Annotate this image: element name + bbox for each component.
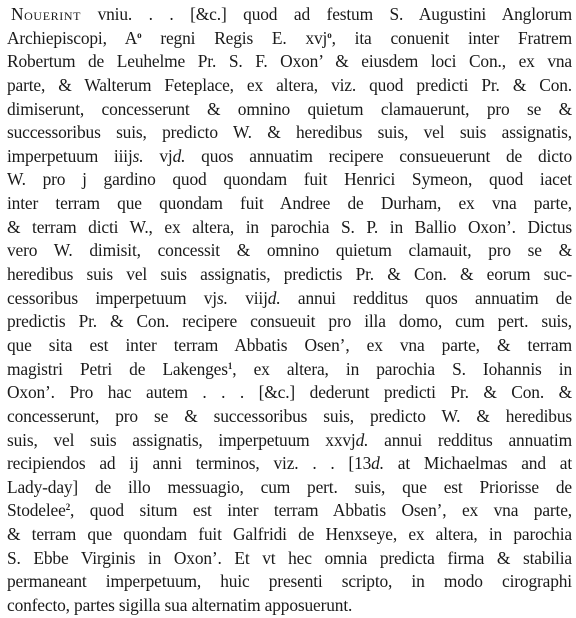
text-line [7, 429, 572, 453]
text-line [7, 287, 572, 311]
text-segment: dimiserunt, concesserunt & omnino quietum clamauerunt, pro se & [7, 98, 572, 119]
text-line [7, 98, 572, 122]
text-segment: confecto, partes sigilla sua alternatim apposuerunt. [7, 595, 353, 616]
italic-abbreviation: s. [217, 287, 228, 308]
text-segment: magistri Petri de Lakenges [7, 358, 228, 379]
text-segment: Archiepiscopi, A [7, 27, 138, 48]
text-line [7, 168, 572, 192]
text-segment: & terram dicti W., ex altera, in parochia S. P. in Ballio Oxon’. Dictus [7, 216, 572, 237]
text-segment: que sita est inter terram Abbatis Osen’, ex vna parte, & terram [7, 334, 572, 355]
italic-abbreviation: d. [355, 429, 369, 450]
italic-abbreviation: s. [132, 145, 144, 166]
text-segment: quos annuatim recipere consueuerunt de dicto [185, 145, 572, 166]
text-segment: Robertum de Leuhelme Pr. S. F. Oxon’ & eiusdem loci Con., ex vna [7, 51, 572, 72]
text-segment: annui redditus quos annuatim de [280, 287, 572, 308]
text-segment: parte, & Walterum Feteplace, ex altera, viz. quod predicti Pr. & Con. [7, 74, 572, 95]
superscript: o [137, 29, 142, 40]
text-line [7, 216, 572, 240]
superscript: o [327, 29, 332, 40]
charter-text [7, 3, 572, 618]
text-segment: heredibus suis vel suis assignatis, predictis Pr. & Con. & eorum suc- [7, 264, 572, 285]
text-line [7, 27, 572, 51]
italic-abbreviation: d. [172, 145, 186, 166]
text-line [7, 405, 572, 429]
text-segment: successoribus suis, predicto W. & heredibus suis, vel suis assignatis, [7, 122, 572, 143]
italic-abbreviation: d. [371, 453, 384, 474]
text-segment: regni Regis E. xvj [141, 27, 328, 48]
text-line [7, 547, 572, 571]
opening-word: Nouerint [11, 4, 82, 24]
text-segment: permaneant imperpetuum, huic presenti scripto, in modo cirographi [7, 571, 572, 592]
text-line [7, 334, 572, 358]
text-segment: viij [227, 287, 268, 308]
superscript: 2 [65, 502, 71, 513]
text-line [7, 74, 572, 98]
text-segment: Stodelee [7, 500, 66, 521]
text-segment: at Michaelmas and at [383, 453, 572, 474]
text-segment: Oxon’. Pro hac autem . . . [&c.] dederunt predicti Pr. & Con. & [7, 382, 572, 403]
text-segment: W. pro j gardino quod quondam fuit Henrici Symeon, quod iacet [7, 169, 572, 190]
text-line [7, 310, 572, 334]
text-segment: vj [143, 145, 173, 166]
text-segment: vniu. . . [&c.] quod ad festum S. Augustini Anglorum [81, 4, 572, 24]
text-segment: , ex altera, in parochia S. Iohannis in [232, 358, 572, 379]
text-segment: suis, vel suis assignatis, imperpetuum xxvj [7, 429, 356, 450]
text-segment: , ita conuenit inter Fratrem [331, 27, 572, 48]
text-segment: annui redditus annuatim [368, 429, 572, 450]
superscript: 1 [227, 360, 233, 371]
text-segment: concesserunt, pro se & successoribus suis, predicto W. & heredibus [7, 405, 572, 426]
text-line [7, 499, 572, 523]
text-line [7, 239, 572, 263]
text-segment: vero W. dimisit, concessit & omnino quietum clamauit, pro se & [7, 240, 572, 261]
text-line [7, 452, 572, 476]
text-line [7, 358, 572, 382]
text-line [7, 523, 572, 547]
text-segment: imperpetuum iiij [7, 145, 133, 166]
text-segment: Lady-day] de illo messuagio, cum pert. suis, que est Priorisse de [7, 476, 572, 497]
text-segment: predictis Pr. & Con. recipere consueuit pro illa domo, cum pert. suis, [7, 311, 572, 332]
text-line [7, 570, 572, 594]
text-line [7, 50, 572, 74]
text-line [7, 263, 572, 287]
text-line [7, 145, 572, 169]
italic-abbreviation: d. [267, 287, 281, 308]
text-line [7, 192, 572, 216]
text-segment: & terram que quondam fuit Galfridi de Henxseye, ex altera, in parochia [7, 524, 572, 545]
text-segment: S. Ebbe Virginis in Oxon’. Et vt hec omnia predicta firma & stabilia [7, 547, 572, 568]
text-segment: cessoribus imperpetuum vj [7, 287, 217, 308]
text-line [7, 594, 572, 618]
text-line [7, 121, 572, 145]
text-line [7, 381, 572, 405]
text-segment: recipiendos ad ij anni terminos, viz. . . [13 [7, 453, 372, 474]
text-segment: inter terram que quondam fuit Andree de Durham, ex vna parte, [7, 193, 572, 214]
text-segment: , quod situm est inter terram Abbatis Osen’, ex vna parte, [70, 500, 572, 521]
text-line [7, 476, 572, 500]
text-line [7, 3, 572, 27]
